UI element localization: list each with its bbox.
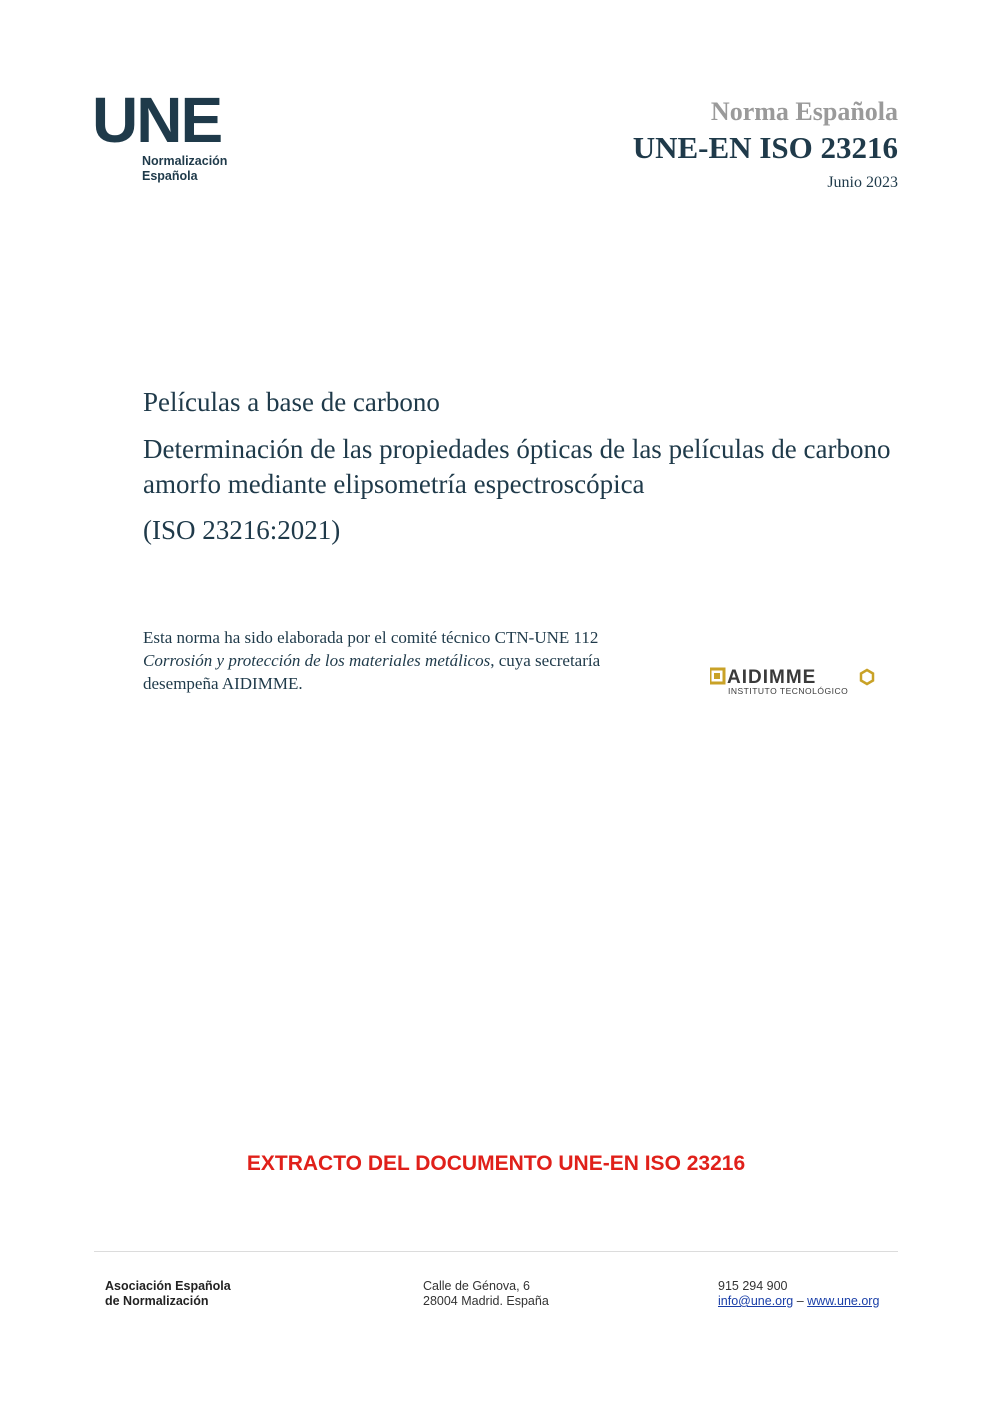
- footer-email-link[interactable]: info@une.org: [718, 1294, 794, 1308]
- aidimme-name: AIDIMME: [727, 667, 817, 688]
- aidimme-hex-icon: [861, 670, 873, 684]
- footer-links: [718, 1294, 879, 1309]
- committee-intro: Esta norma ha sido elaborada por el comité técnico CTN-UNE 112: [143, 628, 599, 647]
- extract-notice: EXTRACTO DEL DOCUMENTO UNE-EN ISO 23216: [246, 1152, 746, 1175]
- title-iso-reference: (ISO 23216:2021): [143, 515, 341, 545]
- footer-address-line1: Calle de Génova, 6: [423, 1279, 531, 1293]
- footer-phone: 915 294 900: [718, 1279, 788, 1293]
- footer-link-separator: –: [793, 1294, 808, 1308]
- footer-org-line2: de Normalización: [105, 1294, 209, 1308]
- title-subtitle: Determinación de las propiedades ópticas de las películas de carbono amorfo mediante elipsometría espectroscópica: [143, 434, 891, 499]
- aidimme-logo: [710, 666, 880, 704]
- une-logo-mark: [92, 90, 232, 148]
- footer-address-line2: 28004 Madrid. España: [423, 1294, 549, 1308]
- footer-contact: [718, 1279, 879, 1309]
- document-titles: [143, 384, 913, 548]
- footer-organization: [105, 1279, 231, 1309]
- aidimme-square-inner: [714, 673, 720, 679]
- committee-statement: [143, 626, 623, 695]
- footer-address: [423, 1279, 549, 1309]
- une-logo-letters: UNE: [92, 90, 222, 148]
- footer-org-line1: Asociación Española: [105, 1279, 231, 1293]
- une-logo-subtitle: [142, 154, 232, 184]
- title-main: Películas a base de carbono: [143, 387, 440, 417]
- committee-name: Corrosión y protección de los materiales metálicos: [143, 651, 491, 670]
- footer-website-link[interactable]: www.une.org: [807, 1294, 880, 1308]
- norma-code: UNE-EN ISO 23216: [632, 130, 898, 165]
- aidimme-tagline: INSTITUTO TECNOLÓGICO: [728, 686, 849, 696]
- aidimme-logo-mark: [710, 666, 880, 700]
- footer-divider: [94, 1251, 898, 1252]
- norma-label: Norma Española: [710, 97, 898, 126]
- committee-outro: , cuya secretaría desempeña AIDIMME.: [143, 651, 601, 693]
- une-logo: [92, 90, 232, 184]
- norma-header: [633, 96, 898, 192]
- logo-subtitle-line2: Española: [142, 169, 198, 183]
- logo-subtitle-line1: Normalización: [142, 154, 228, 168]
- norma-date: Junio 2023: [827, 174, 898, 191]
